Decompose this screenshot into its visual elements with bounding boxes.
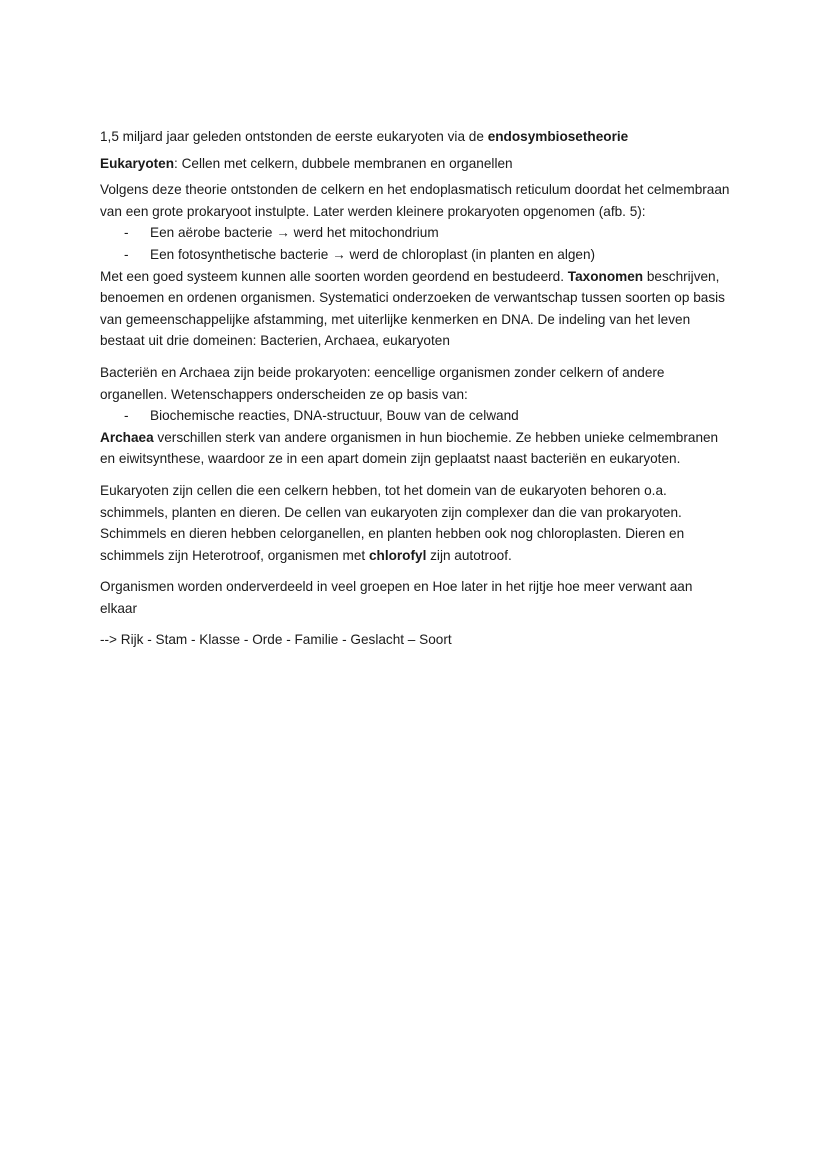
term-chlorofyl: chlorofyl — [368, 547, 427, 563]
paragraph-text: Eukaryoten zijn cellen die een celkern hebben, tot het domein van de eukaryoten behoren o.a. schimmels, planten en dieren. De cellen van eukaryoten zijn complexer dan die van prokaryoten. Schimmels en dieren hebben celorganellen, en planten hebben ook nog chloroplasten. Dieren en schimmels zijn Heterotroof, organismen met — [100, 482, 685, 563]
paragraph-text: : Cellen met celkern, dubbele membranen en organellen — [174, 155, 513, 171]
paragraph-taxonomy — [100, 266, 730, 352]
paragraph-text: verschillen sterk van andere organismen in hun biochemie. Ze hebben unieke celmembranen en eiwitsynthese, waardoor ze in een apart domein zijn geplaatst naast bacteriën en eukaryoten. — [100, 429, 719, 467]
paragraph-theory — [100, 179, 730, 222]
term-taxonomen: Taxonomen — [567, 268, 644, 284]
list-item: - Een fotosynthetische bacterie → werd de chloroplast (in planten en algen) — [100, 244, 730, 266]
document-page — [100, 126, 730, 651]
paragraph-text: zijn autotroof. — [426, 547, 512, 563]
paragraph-text: Organismen worden onderverdeeld in veel groepen en Hoe later in het rijtje hoe meer verwant aan elkaar — [100, 579, 693, 616]
term-eukaryoten: Eukaryoten — [100, 155, 175, 171]
paragraph-text: beschrijven, benoemen en ordenen organismen. Systematici onderzoeken de verwantschap tussen soorten op basis van gemeenschappelijke afstamming, met uiterlijke kenmerken en DNA. De indeling van het leven bestaat uit drie domeinen: Bacterien, Archaea, eukaryoten — [100, 268, 725, 349]
paragraph-text: Met een goed systeem kunnen alle soorten worden geordend en bestudeerd. — [100, 268, 568, 284]
paragraph-classification — [100, 576, 730, 619]
term-archaea: Archaea — [100, 429, 154, 445]
bullet-list-organelles — [100, 222, 730, 265]
list-item: - Een aërobe bacterie → werd het mitochondrium — [100, 222, 730, 244]
paragraph-text: --> Rijk - Stam - Klasse - Orde - Familie - Geslacht – Soort — [100, 632, 452, 648]
paragraph-rank-sequence — [100, 629, 730, 651]
term-endosymbiosetheorie: endosymbiosetheorie — [487, 129, 629, 144]
paragraph-eukaryote-domain — [100, 480, 730, 566]
paragraph-eukaryotes-definition — [100, 153, 730, 175]
paragraph-archaea — [100, 427, 730, 470]
paragraph-text: Volgens deze theorie ontstonden de celkern en het endoplasmatisch reticulum doordat het celmembraan van een grote prokaryoot instulpte. Later werden kleinere prokaryoten opgenomen (afb. 5): — [100, 182, 730, 219]
list-item: - Biochemische reacties, DNA-structuur, Bouw van de celwand — [100, 405, 730, 427]
paragraph-text: 1,5 miljard jaar geleden ontstonden de eerste eukaryoten via de — [100, 129, 488, 144]
paragraph-text: Bacteriën en Archaea zijn beide prokaryoten: eencellige organismen zonder celkern of andere organellen. Wetenschappers onderscheiden ze op basis van: — [100, 364, 665, 402]
paragraph-endosymbiosis — [100, 126, 730, 148]
bullet-list-criteria — [100, 405, 730, 427]
paragraph-prokaryotes — [100, 362, 730, 405]
